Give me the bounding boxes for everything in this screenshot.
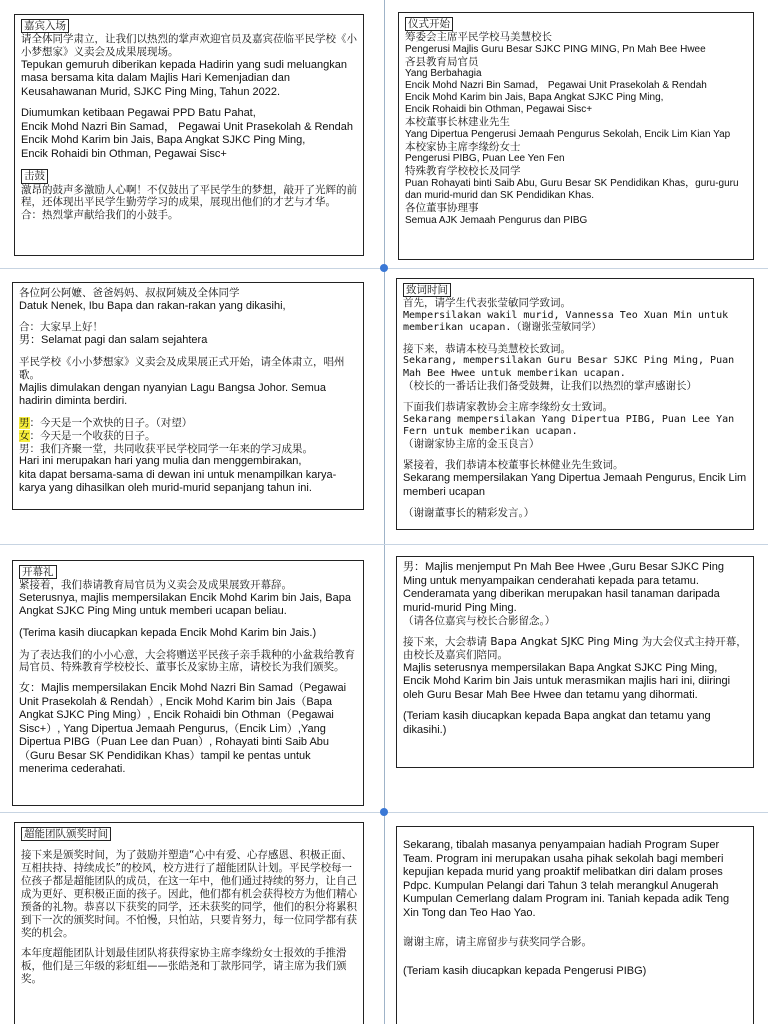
line: 女：Majlis mempersilakan Encik Mohd Nazri Bin Samad（Pegawai Unit Prasekolah & Rendah）, Encik Mohd Karim bin Jais（Bapa Angkat SJKC Ping Ming）, Encik Rohaidi bin Othman（Pegawai Sisc+）, Yang Dipertua Jemaah Pengurus,（Encik Lim）,Yang Dipertua PIBG（Puan Lee dan Puan）, Rohayati binti Saib Abu（Guru Besar SK Pendidikan Khas）tampil ke pentas untuk menerima cederahati. bbox=[19, 682, 347, 776]
line: Yang Dipertua Pengerusi Jemaah Pengurus Sekolah, Encik Lim Kian Yap bbox=[405, 128, 731, 140]
line: 各位阿公阿嬷、爸爸妈妈、叔叔阿姨及全体同学 bbox=[19, 287, 240, 299]
line: 吝县教育局官员 bbox=[405, 55, 479, 68]
line: （校长的一番话让我们备受鼓舞，让我们以热烈的掌声感谢长） bbox=[403, 380, 697, 393]
line: 男：我们齐聚一堂，共同收获平民学校同学一年来的学习成果。 bbox=[19, 442, 313, 455]
line: 紧接着，我们恭请教育局官员为义卖会及成果展致开幕辞。 bbox=[19, 579, 292, 592]
line: Sekarang, mempersilakan Guru Besar SJKC Ping Ming, Puan Mah Bee Hwee untuk memberikan ucapan. bbox=[403, 355, 735, 379]
line: Sekarang, tibalah masanya penyampaian hadiah Program Super Team. Program ini merupakan usaha pihak sekolah bagi memberi kepujian kepada murid yang proaktif melibatkan diri dalam proses Pdpc. Kumpulan Pelangi dari Tahun 3 telah merangkul Anugerah Kumpulan Cemerlang dalam Program ini. Taniah kepada adik Teng Xin Tong dan Teo Hao Yao. bbox=[403, 839, 730, 919]
paragraph: 激昂的鼓声多激励人心啊！不仅鼓出了平民学生的梦想，敲开了光辉的前程，还体现出平民学生勤劳学习的成果，展现出他们的才艺与才华。 bbox=[21, 183, 357, 209]
line: 本校家协主席李缘纷女士 bbox=[405, 140, 521, 153]
speaker-highlight: 女 bbox=[19, 429, 30, 442]
paragraph: Encik Mohd Nazri Bin Samad， Pegawai Unit Prasekolah & Rendah bbox=[21, 120, 353, 133]
line: 特殊教育学校校长及同学 bbox=[405, 165, 521, 178]
line: （请各位嘉宾与校长合影留念。） bbox=[403, 615, 556, 628]
line: Seterusnya, majlis mempersilakan Encik Mohd Karim bin Jais, Bapa Angkat SJKC Ping Ming untuk memberi ucapan beliau. bbox=[19, 591, 351, 618]
line: Encik Rohaidi bin Othman, Pegawai Sisc+ bbox=[405, 104, 593, 116]
section-title: 击鼓 bbox=[21, 169, 48, 183]
page-marker-dot bbox=[380, 264, 388, 272]
line: 接下来，恭请本校马美慧校长致词。 bbox=[403, 342, 571, 355]
line: ：今天是一个欢快的日子。（对望） bbox=[29, 416, 193, 429]
line: 接下来是颁奖时间，为了鼓励并塑造“心中有爱、心存感恩、积极正面、互相扶持、持续成长”的校风，校方进行了超能团队计划。平民学校每一位孩子都是超能团队的成员，在这一年中，他们通过持续的努力，让自己成为更好、更积极正面的孩子。因此，他们都有机会获得校方为他们精心预备的礼物。恭喜以下获奖的同学，还未获奖的同学，他们的积分将累积到下一次的颁奖时间。不怕慢，只怕站，只要肯努力，每一位同学都有获奖的机会。 bbox=[21, 849, 357, 939]
line: Encik Mohd Nazri Bin Samad， Pegawai Unit Prasekolah & Rendah bbox=[405, 80, 707, 92]
paragraph: Diumumkan ketibaan Pegawai PPD Batu Pahat, bbox=[21, 107, 256, 120]
line: Datuk Nenek, Ibu Bapa dan rakan-rakan yang dikasihi, bbox=[19, 299, 286, 312]
line: kita dapat bersama-sama di dewan ini untuk menampilkan karya-karya yang dihasilkan oleh murid-murid sepanjang tahun ini. bbox=[19, 468, 337, 495]
line: Pengerusi PIBG, Puan Lee Yen Fen bbox=[405, 153, 565, 165]
line: 接下来，大会恭请 Bapa Angkat SJKC Ping Ming 为大会仪式主持开幕，由校长及嘉宾们陪同。 bbox=[403, 635, 747, 661]
line: 紧接着，我们恭请本校董事长林健业先生致词。 bbox=[403, 459, 624, 472]
line: 首先，请学生代表张莹敏同学致词。 bbox=[403, 297, 571, 310]
line: Puan Rohayati binti Saib Abu, Guru Besar SK Pendidikan Khas，guru-guru dan murid-murid dan SK Pendidikan Khas. bbox=[405, 178, 739, 202]
paragraph: Tepukan gemuruh diberikan kepada Hadirin yang sudi meluangkan masa bersama kita dalam Majlis Hari Kemenjadian dan Keusahawanan Murid, SJKC Ping Ming, Tahun 2022. bbox=[21, 58, 347, 98]
line: （谢谢家协主席的金玉良言） bbox=[403, 438, 540, 451]
column-divider bbox=[384, 0, 385, 1024]
line: Sekarang mempersilakan Yang Dipertua PIBG, Puan Lee Yan Fern untuk memberikan ucapan. bbox=[403, 413, 735, 438]
line: 平民学校《小小梦想家》义卖会及成果展正式开始，请全体肃立，唱州歌。 bbox=[19, 355, 345, 381]
paragraph: 请全体同学肃立，让我们以热烈的掌声欢迎官员及嘉宾莅临平民学校《小小梦想家》义卖会及成果展现场。 bbox=[21, 33, 357, 58]
line: 为了表达我们的小小心意，大会将赠送平民孩子亲手栽种的小盆栽给教育局官员、特殊教育学校校长、董事长及家协主席，请校长为我们颁奖。 bbox=[19, 648, 355, 674]
section-title: 致词时间 bbox=[403, 283, 451, 297]
line: Mempersilakan wakil murid, Vannessa Teo Xuan Min untuk memberikan ucapan.（谢谢张莹敏同学） bbox=[403, 309, 729, 334]
slide-card-opening-ceremony bbox=[12, 560, 364, 806]
line: Majlis seterusnya mempersilakan Bapa Angkat SJKC Ping Ming, Encik Mohd Karim bin Jais untuk merasmikan majlis hari ini, diiringi oleh Guru Besar Mah Bee Hwee dan tetamu yang dihormati. bbox=[403, 661, 731, 701]
slide-card-guest-arrival bbox=[14, 14, 364, 256]
line: Encik Mohd Karim bin Jais, Bapa Angkat SJKC Ping Ming, bbox=[405, 92, 664, 104]
slide-card-opening-greeting bbox=[12, 282, 364, 510]
line: 筹委会主席平民学校马美慧校长 bbox=[405, 31, 552, 44]
paragraph: Encik Mohd Karim bin Jais, Bapa Angkat SJKC Ping Ming, bbox=[21, 134, 306, 147]
line: (Teriam kasih diucapkan kepada Bapa angkat dan tetamu yang dikasihi.) bbox=[403, 710, 711, 736]
line: (Teriam kasih diucapkan kepada Pengerusi PIBG) bbox=[403, 965, 647, 977]
line: Pengerusi Majlis Guru Besar SJKC PING MING, Pn Mah Bee Hwee bbox=[405, 43, 706, 55]
line: 合：大家早上好！ bbox=[19, 321, 103, 334]
line: 男：Selamat pagi dan salam sejahtera bbox=[19, 334, 208, 347]
line: Yang Berbahagia bbox=[405, 68, 482, 80]
paragraph: Encik Rohaidi bin Othman, Pegawai Sisc+ bbox=[21, 147, 227, 160]
slide-card-super-team-malay bbox=[396, 826, 754, 1024]
row-divider bbox=[0, 544, 768, 545]
line: （谢谢董事长的精彩发言。） bbox=[403, 507, 535, 520]
line: Sekarang mempersilakan Yang Dipertua Jemaah Pengurus, Encik Lim memberi ucapan bbox=[403, 472, 747, 498]
line: Semua AJK Jemaah Pengurus dan PIBG bbox=[405, 214, 588, 226]
slide-card-ceremony-start bbox=[398, 12, 754, 260]
page-marker-dot bbox=[380, 808, 388, 816]
section-title: 仪式开始 bbox=[405, 17, 453, 31]
line: 男：Majlis menjemput Pn Mah Bee Hwee ,Guru Besar SJKC Ping Ming untuk menyampaikan cenderahati kepada para tetamu. Cenderamata yang diberikan merupakan hasil tanaman daripada murid-murid Ping Ming. bbox=[403, 561, 724, 614]
paragraph: 合：热烈掌声献给我们的小鼓手。 bbox=[21, 209, 179, 222]
section-title: 超能团队颁奖时间 bbox=[21, 827, 111, 841]
line: 谢谢主席，请主席留步与获奖同学合影。 bbox=[403, 936, 592, 949]
slide-card-super-team-award bbox=[14, 822, 364, 1024]
line: 各位董事协理事 bbox=[405, 202, 479, 215]
section-title: 开幕礼 bbox=[19, 565, 57, 579]
slide-card-speech-time bbox=[396, 278, 754, 530]
slide-card-gift-presentation bbox=[396, 556, 754, 768]
line: Majlis dimulakan dengan nyanyian Lagu Bangsa Johor. Semua hadirin diminta berdiri. bbox=[19, 381, 326, 408]
section-title: 嘉宾入场 bbox=[21, 19, 69, 33]
speaker-highlight: 男 bbox=[19, 416, 30, 429]
line: 下面我们恭请家教协会主席李缘纷女士致词。 bbox=[403, 400, 613, 413]
line: 本校董事长林建业先生 bbox=[405, 116, 510, 129]
line: Hari ini merupakan hari yang mulia dan menggembirakan, bbox=[19, 455, 302, 468]
line: ：今天是一个收获的日子。 bbox=[29, 429, 156, 442]
line: (Terima kasih diucapkan kepada Encik Mohd Karim bin Jais.) bbox=[19, 627, 317, 639]
line: 本年度超能团队计划最佳团队将获得家协主席李缘纷女士报效的手推滑板，他们是三年级的彩虹组——张皓尧和丁款彤同学，请主席为我们颁奖。 bbox=[21, 947, 347, 986]
